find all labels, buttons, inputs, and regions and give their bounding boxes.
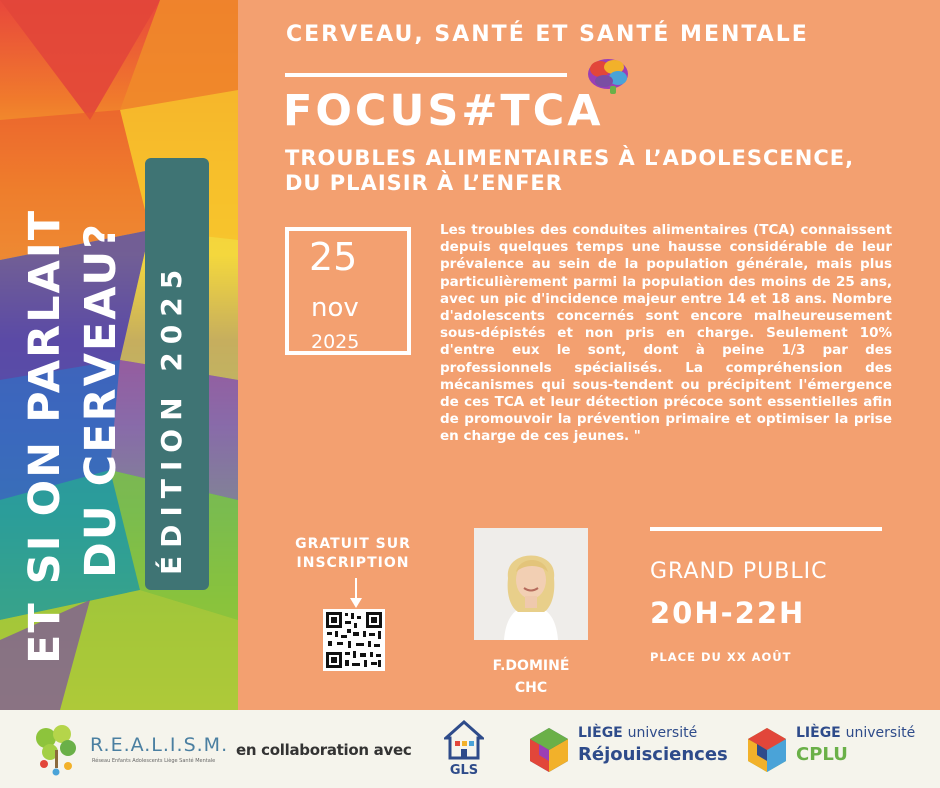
cplu-label: CPLU bbox=[796, 744, 848, 765]
uliege-2-universite: université bbox=[845, 725, 916, 741]
date-box bbox=[285, 227, 411, 355]
realism-name: R.E.A.L.I.S.M. bbox=[90, 734, 229, 756]
subtitle-line-1: TROUBLES ALIMENTAIRES À L’ADOLESCENCE, bbox=[285, 146, 855, 170]
edition-label: ÉDITION 2025 bbox=[155, 261, 188, 575]
divider-right bbox=[650, 527, 882, 531]
collaboration-text: en collaboration avec bbox=[236, 741, 412, 759]
vertical-title-line-2: DU CERVEAU? bbox=[76, 221, 126, 578]
footer bbox=[0, 710, 940, 788]
uliege-1-universite: université bbox=[627, 725, 698, 741]
uliege-logo-icon-2 bbox=[748, 728, 786, 772]
speaker-info bbox=[474, 655, 588, 699]
realism-logo-icon bbox=[28, 722, 84, 778]
event-time: 20H-22H bbox=[650, 596, 806, 630]
divider-top bbox=[285, 73, 567, 77]
uliege-logo-icon-1 bbox=[530, 728, 568, 772]
realism-subtitle: Réseau Enfants Adolescents Liège Santé Mentale bbox=[92, 758, 216, 764]
kicker-title: CERVEAU, SANTÉ ET SANTÉ MENTALE bbox=[286, 22, 809, 47]
speaker-affiliation: CHC bbox=[514, 680, 548, 696]
uliege-1-top bbox=[578, 725, 697, 741]
registration-line-1: GRATUIT SUR bbox=[295, 536, 411, 552]
description: Les troubles des conduites alimentaires (TCA) connaissent depuis quelques temps une hausse considérable de leur prévalence au sein de la population générale, mais plus particulièrement parmi la population des moins de 25 ans, avec un pic d'incidence majeur entre 14 et 18 ans. Nombre d'adolescents concernés sont encore malheureusement sous-dépistés et non pris en charge. Seulement 10% d'entre eux le sont, dont à peine 1/3 par des professionnels spécialisés. La compréhension des mécanismes qui sous-tendent ou précipitent l'émergence de ces TCA et leur détection précoce sont essentielles afin de promouvoir la prévention primaire et optimiser la prise en charge de ces jeunes. " bbox=[440, 222, 892, 445]
qr-code-icon[interactable] bbox=[323, 609, 385, 671]
date-month: nov bbox=[311, 293, 359, 323]
uliege-2-top bbox=[796, 725, 915, 741]
gls-logo-icon bbox=[444, 720, 484, 778]
focus-title: FOCUS#TCA bbox=[283, 86, 604, 136]
date-day: 25 bbox=[309, 235, 358, 279]
vertical-title bbox=[0, 0, 238, 710]
uliege-1-name: LIÈGE bbox=[578, 725, 623, 741]
event-place: PLACE DU XX AOÛT bbox=[650, 650, 792, 664]
rejouisciences-label: Réjouisciences bbox=[578, 744, 728, 765]
speaker-photo bbox=[474, 528, 588, 640]
arrow-down-icon bbox=[350, 578, 362, 608]
vertical-title-line-1: ET SI ON PARLAIT bbox=[20, 208, 70, 664]
subtitle-line-2: DU PLAISIR À L’ENFER bbox=[285, 171, 563, 195]
audience: GRAND PUBLIC bbox=[650, 559, 828, 584]
uliege-2-name: LIÈGE bbox=[796, 725, 841, 741]
speaker-name: F.DOMINÉ bbox=[492, 658, 570, 674]
subtitle bbox=[285, 146, 925, 196]
gls-text: GLS bbox=[449, 763, 479, 778]
date-year: 2025 bbox=[311, 331, 360, 353]
registration-line-2: INSCRIPTION bbox=[296, 555, 410, 571]
registration-text bbox=[283, 535, 423, 573]
